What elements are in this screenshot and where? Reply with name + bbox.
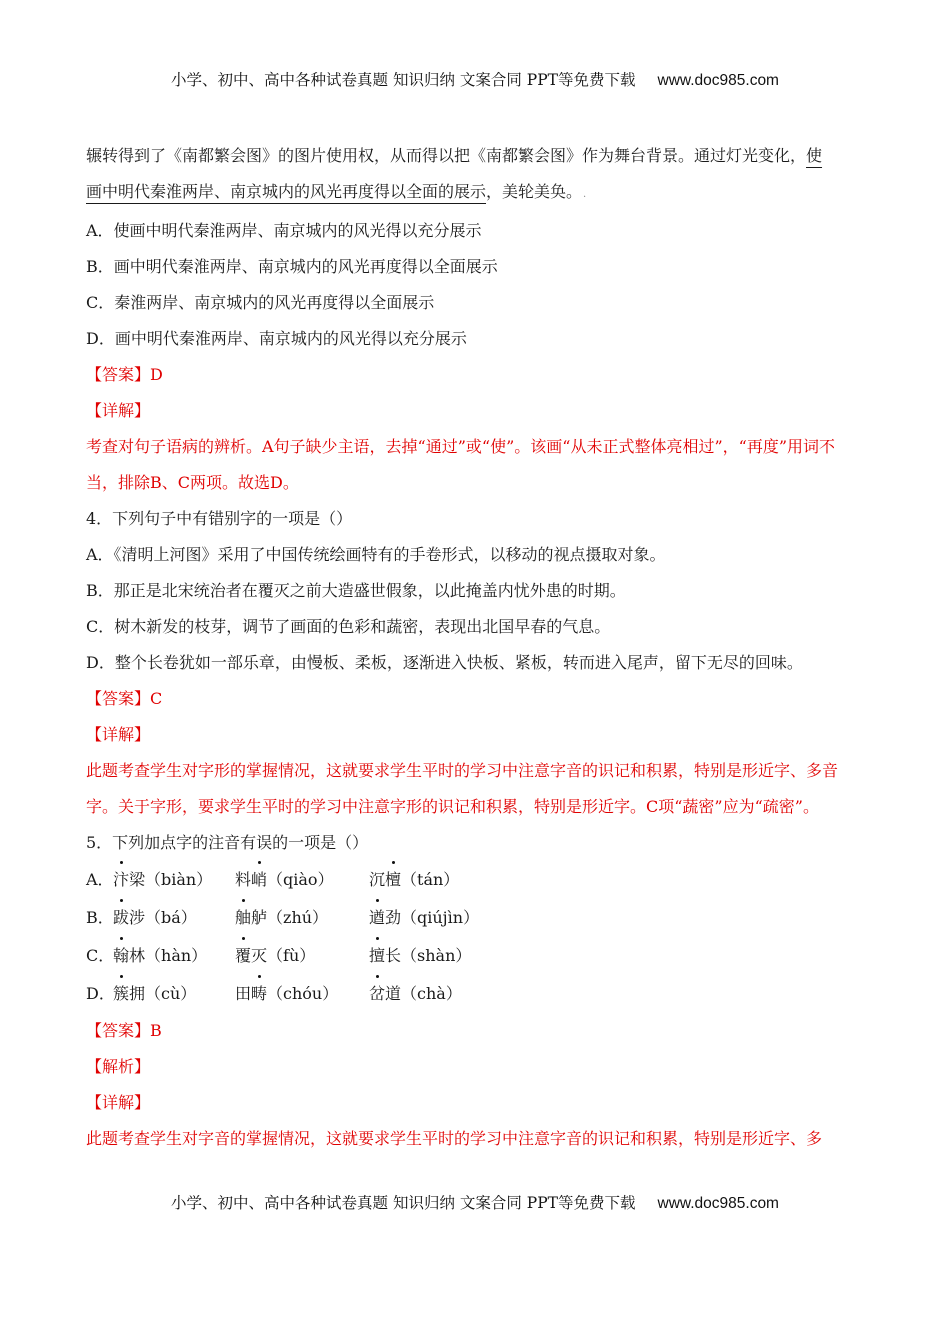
q3-explanation: 考查对句子语病的辨析。A句子缺少主语，去掉“通过”或“使”。该画“从未正式整体亮相过”，“再度”用词不当，排除B、C两项。故选D。 [86,437,835,492]
q4-answer-label: 【答案】 [86,689,151,708]
pinyin-item: 覆灭（fù） [235,937,369,975]
option-label: C． [86,946,115,965]
q5-options [86,861,866,1013]
q3-answer [86,357,866,393]
option-label: D． [86,984,115,1003]
q5-option-d [86,975,866,1013]
option-label: A． [86,870,114,889]
q5-detail-label: 【详解】 [86,1093,151,1112]
q3-stem-underlined: 使 [806,146,823,165]
q4-detail-label: 【详解】 [86,725,151,744]
q5-option-a [86,861,866,899]
q4-answer-value: C [150,689,163,708]
q5-answer-label: 【答案】 [86,1021,151,1040]
q4-answer [86,681,866,717]
q3-answer-value: D [150,365,163,384]
option-label: B． [86,908,114,927]
pinyin-item: 料峭（qiào） [235,861,369,899]
q3-stem-text: 辗转得到了《南都繁会图》的图片使用权，从而得以把《南都繁会图》作为舞台背景。通过灯光变化， [86,146,807,165]
pinyin-item: 翰林（hàn） [113,937,235,975]
q5-explanation: 此题考查学生对字音的掌握情况，这就要求学生平时的学习中注意字音的识记和积累，特别是形近字、多 [86,1129,823,1148]
pinyin-item: 舳舻（zhú） [235,899,369,937]
q5-answer-value: B [150,1021,162,1040]
header-text: 小学、初中、高中各种试卷真题 知识归纳 文案合同 PPT等免费下载 [171,71,636,89]
header-site: www.doc985.com [657,72,779,89]
q3-stem-underlined-2: 画中明代秦淮两岸、南京城内的风光再度得以全面的展示 [86,182,487,201]
q4-option-a: A．《清明上河图》采用了中国传统绘画特有的手卷形式，以移动的视点摄取对象。 [86,545,666,564]
q5-option-b [86,899,866,937]
pinyin-item: 跋涉（bá） [113,899,235,937]
q5-option-c [86,937,866,975]
q3-stem-line1 [86,138,866,174]
page-header [0,68,950,90]
q5-answer [86,1013,866,1049]
pinyin-item: 擅长（shàn） [369,937,471,975]
pinyin-item: 岔道（chà） [369,975,462,1013]
q5-stem: 5．下列加点字的注音有误的一项是（） [86,833,369,852]
footer-text: 小学、初中、高中各种试卷真题 知识归纳 文案合同 PPT等免费下载 [171,1194,636,1212]
pinyin-item: 田畴（chóu） [235,975,369,1013]
q4-option-c: C．树木新发的枝芽，调节了画面的色彩和蔬密，表现出北国早春的气息。 [86,617,611,636]
q3-option-b: B．画中明代秦淮两岸、南京城内的风光再度得以全面展示 [86,257,498,276]
q3-option-a: A．使画中明代秦淮两岸、南京城内的风光得以充分展示 [86,221,482,240]
q3-detail-label: 【详解】 [86,401,151,420]
q3-stem-tail: ，美轮美奂。 [486,182,583,201]
q4-option-b: B．那正是北宋统治者在覆灭之前大造盛世假象，以此掩盖内忧外患的时期。 [86,581,626,600]
q3-answer-label: 【答案】 [86,365,151,384]
q3-option-d: D．画中明代秦淮两岸、南京城内的风光得以充分展示 [86,329,467,348]
pinyin-item: 沉檀（tán） [369,861,459,899]
q5-analysis-label: 【解析】 [86,1057,151,1076]
page-footer [0,1191,950,1213]
pinyin-item: 遒劲（qiújìn） [369,899,479,937]
q3-stem-line2: 画中明代秦淮两岸、南京城内的风光再度得以全面的展示，美轮美奂。. [86,182,587,201]
footer-site: www.doc985.com [657,1195,779,1212]
document-body [86,138,866,1157]
pinyin-item: 簇拥（cù） [113,975,235,1013]
pinyin-item: 汴梁（biàn） [113,861,235,899]
q3-option-c: C．秦淮两岸、南京城内的风光再度得以全面展示 [86,293,435,312]
q4-explanation: 此题考查学生对字形的掌握情况，这就要求学生平时的学习中注意字音的识记和积累，特别是形近字、多音字。关于字形，要求学生平时的学习中注意字形的识记和积累，特别是形近字。C项“蔬密”应为“疏密”。 [86,761,839,816]
q4-option-d: D．整个长卷犹如一部乐章，由慢板、柔板，逐渐进入快板、紧板，转而进入尾声，留下无尽的回味。 [86,653,803,672]
q4-stem: 4．下列句子中有错别字的一项是（） [86,509,353,528]
